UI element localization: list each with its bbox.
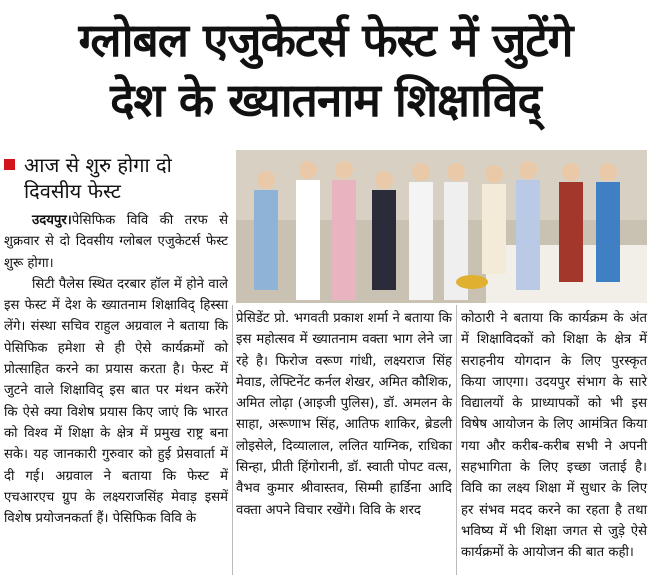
- group-photo-illustration: [236, 150, 647, 303]
- paragraph-1: पेसिफिक विवि की तरफ से शुक्रवार से दो दिवसीय ग्लोबल एजुकेटर्स फेस्ट शुरू होगा।: [4, 213, 228, 271]
- headline: [0, 0, 651, 140]
- subheadline-line-1: आज से शुरु होगा दो: [24, 153, 172, 177]
- article-column-2: प्रेसिडेंट प्रो. भगवती प्रकाश शर्मा ने बताया कि इस महोत्सव में ख्यातनाम वक्ता भाग लेने जा रहे है। फिरोज वरूण गांधी, लक्ष्यराज सिंह मेवाड, लेफ्टिनेंट कर्नल शेखर, अमित कौशिक, अमित लोढ़ा (आइजी पुलिस), डॉ. अमलन के साहा, अरूणाभ सिंह, आतिफ शाकिर, ब्रेडली लोइसेले, दिव्यालाल, ललित याग्निक, राधिका सिन्हा, प्रीती हिंगोरानी, डॉ. स्वाती पोपट वत्स, वैभव कुमार श्रीवास्तव, सिम्मी हार्डिना आदि वक्ता अपने विचार रखेंगे। विवि के शरद: [236, 311, 452, 518]
- headline-line-2: देश के ख्यातनाम शिक्षाविद्: [110, 73, 541, 127]
- article-column-3: कोठारी ने बताया कि कार्यक्रम के अंत में शिक्षाविदकों को शिक्षा के क्षेत्र में सराहनीय योगदान के लिए पुरस्कृत किया जाएगा। उदयपुर संभाग के सारे विद्यालयों के प्राध्यापकों को भी इस विषेष आयोजन के लिए आमंत्रित किया गया और करीब-करीब सभी ने अपनी सहभागिता के लिए इच्छा जताई है। विवि का लक्ष्य शिक्षा में सुधार के लिए हर संभव मदद करने का रहता है तथा भविष्य में भी शिक्षा जगत से जुड़े ऐसे कार्यक्रमों के आयोजन की बात कही।: [461, 311, 647, 561]
- news-photo: [236, 150, 647, 303]
- subheadline-line-2: दिवसीय फेस्ट: [24, 179, 121, 203]
- column-divider: [456, 305, 457, 575]
- headline-line-1: ग्लोबल एजुकेटर्स फेस्ट में जुटेंगे: [78, 13, 573, 67]
- article-column-1: [4, 210, 228, 529]
- red-square-bullet-icon: [4, 159, 15, 170]
- paragraph-2: सिटी पैलेस स्थित दरबार हॉल में होने वाले इस फेस्ट में देश के ख्यातनाम शिक्षाविद् हिस्सा लेंगे। संस्था सचिव राहुल अग्रवाल ने बताया कि पेसिफिक हमेशा से ही ऐसे कार्यक्रमों को प्रोत्साहित करने का प्रयास करता है। फेस्ट में जुटने वाले शिक्षाविद् इस बात पर मंथन करेंगे कि ऐसे क्या विशेष प्रयास किए जाएं कि भारत को विश्व में शिक्षा के क्षेत्र में प्रमुख राष्ट्र बना सके। यह जानकारी गुरुवार को हुई प्रेसवार्ता में दी गई। अग्रवाल ने बताया कि फेस्ट में एचआरएच ग्रुप के लक्ष्यराजसिंह मेवाड़ इसमें विशेष प्रयोजनकर्ता हैं। पेसिफिक विवि के: [4, 276, 228, 527]
- subheadline: [24, 152, 228, 204]
- column-divider: [232, 305, 233, 575]
- dateline: उदयपुर।: [32, 213, 72, 228]
